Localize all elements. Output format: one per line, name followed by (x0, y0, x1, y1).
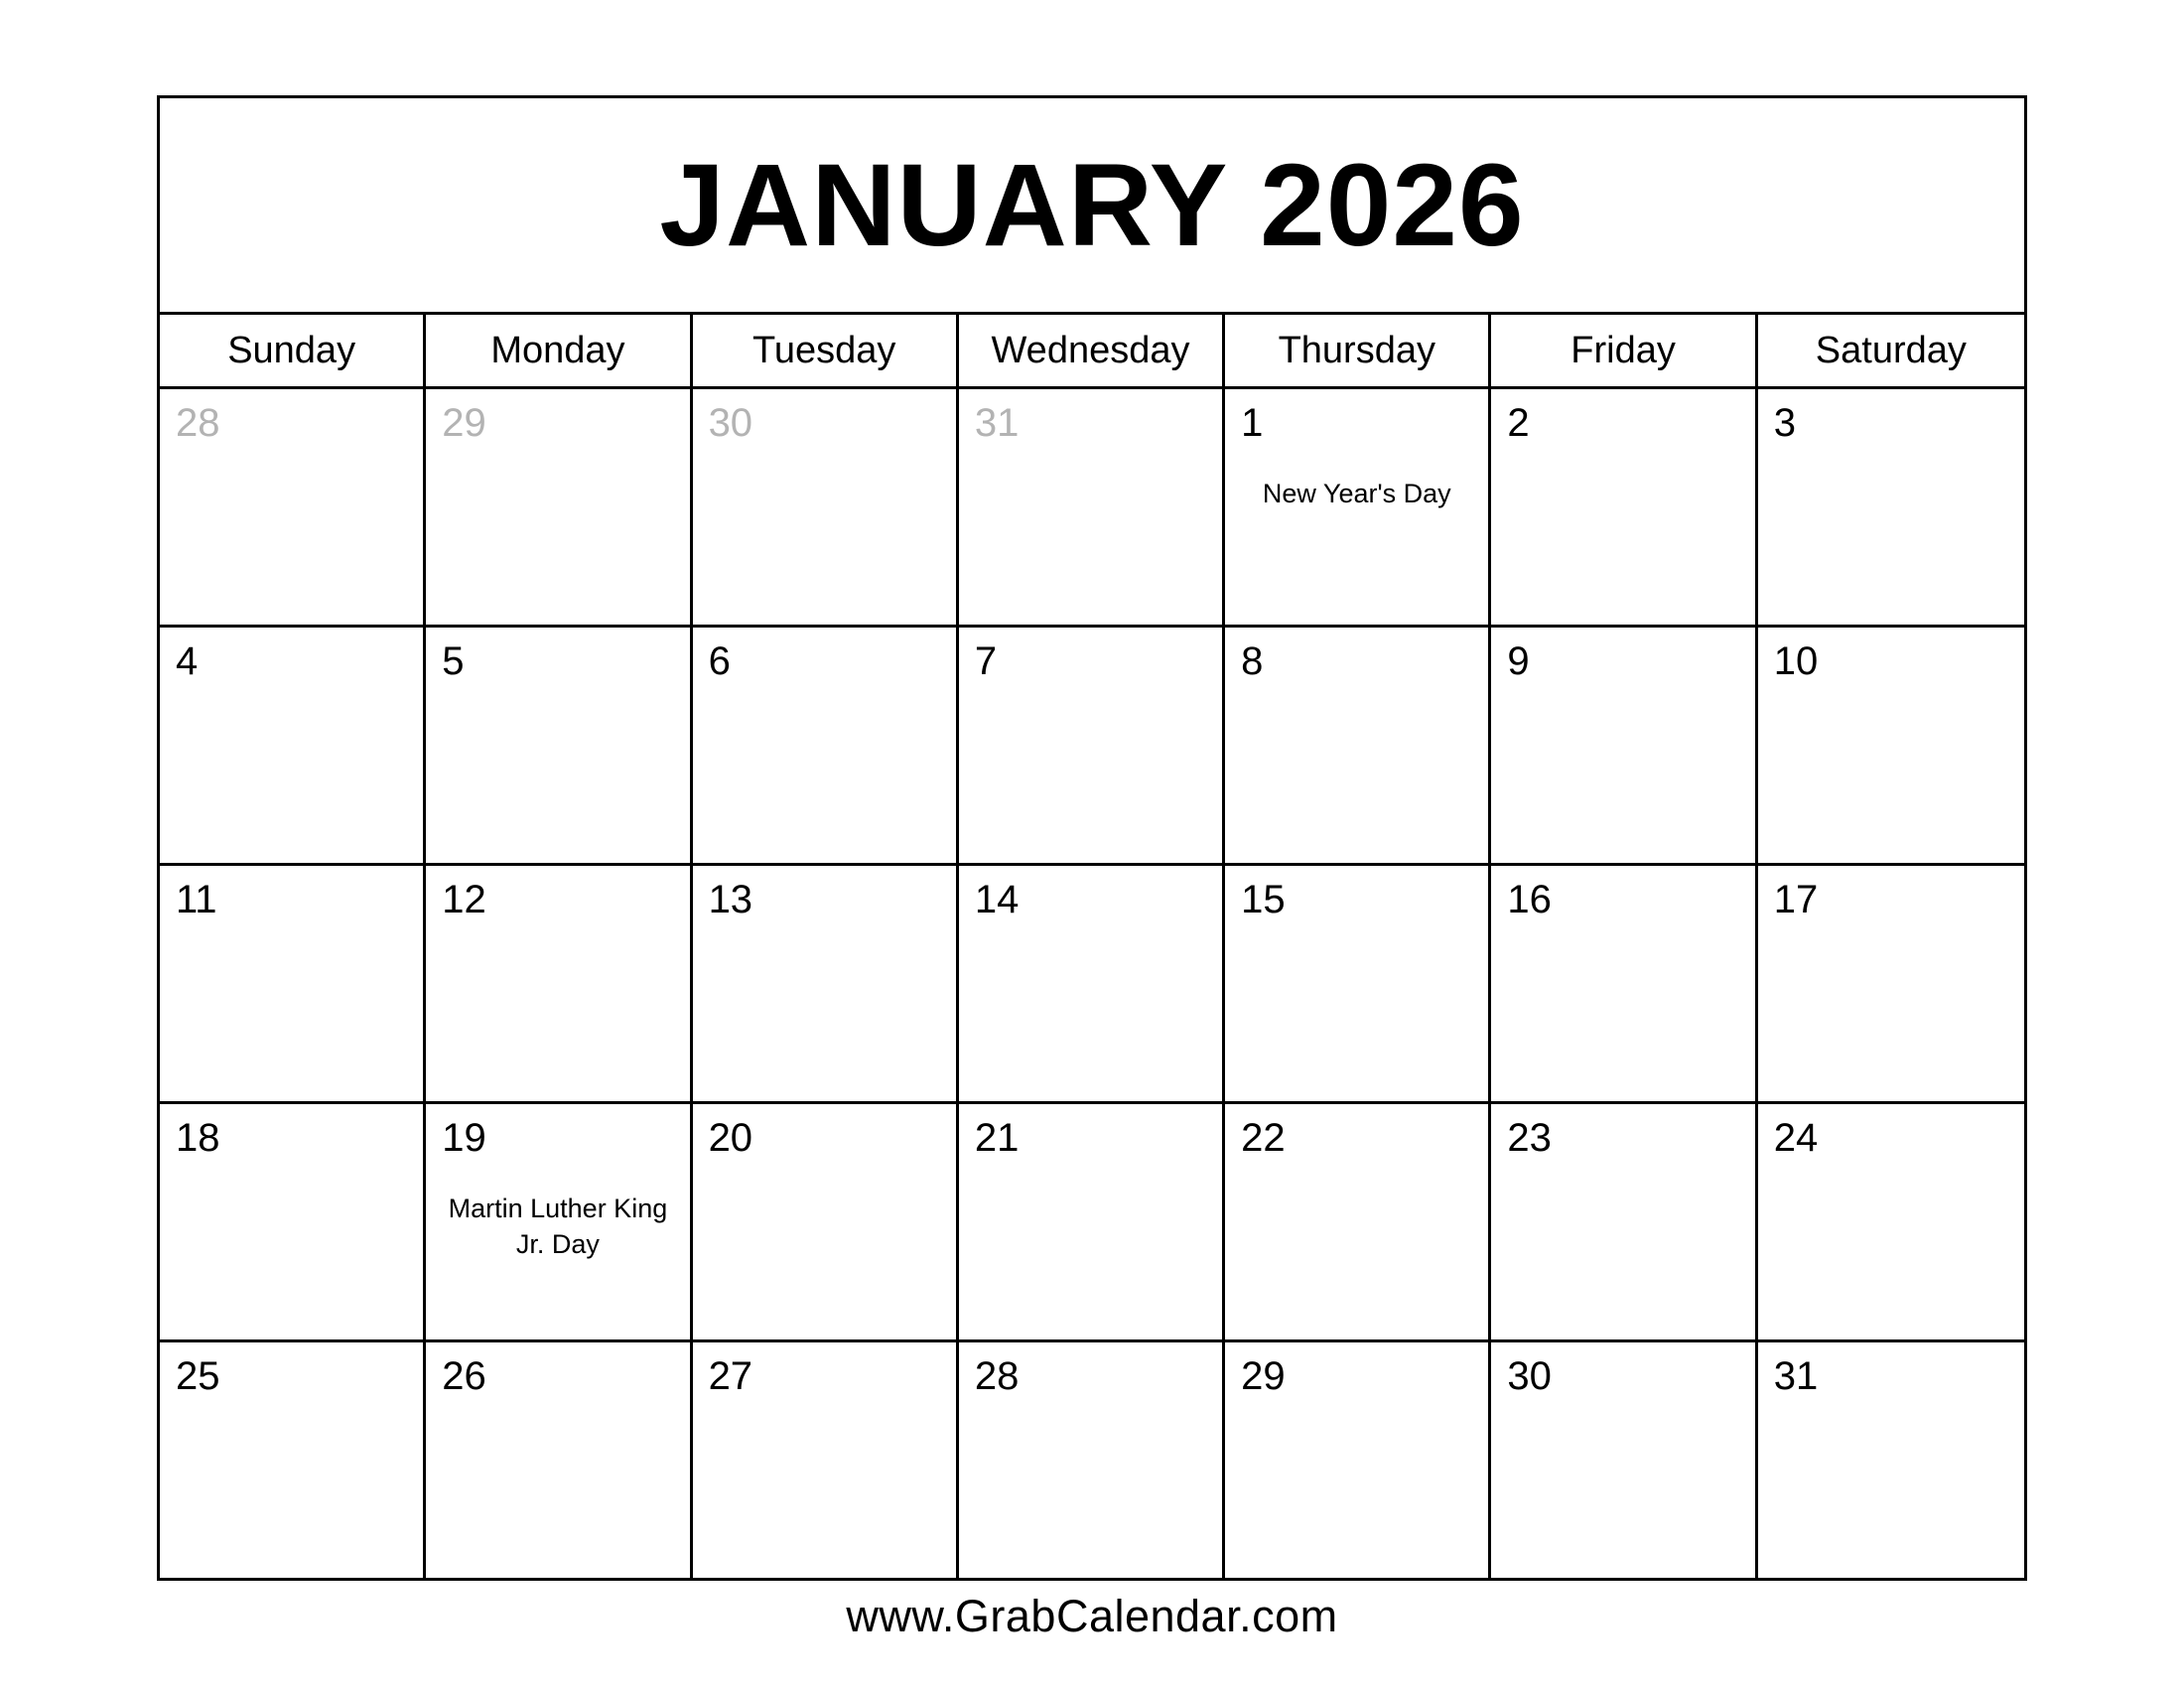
monthly-calendar (157, 95, 2027, 1581)
day-cell[interactable] (426, 866, 692, 1101)
day-number: 9 (1507, 639, 1530, 683)
weekday-header-monday (426, 315, 692, 386)
day-cell[interactable] (693, 389, 959, 625)
day-cell[interactable] (1491, 389, 1757, 625)
weekday-label: Wednesday (991, 329, 1190, 371)
weekday-label: Monday (490, 329, 625, 371)
day-cell[interactable] (426, 1342, 692, 1578)
day-number: 29 (1241, 1354, 1286, 1398)
day-cell[interactable] (426, 1104, 692, 1339)
day-number: 12 (442, 878, 486, 921)
day-cell[interactable] (959, 1104, 1225, 1339)
day-cell[interactable] (1758, 1342, 2024, 1578)
calendar-day-grid (160, 389, 2024, 1578)
day-cell[interactable] (1225, 1104, 1491, 1339)
day-number: 3 (1773, 401, 1796, 445)
day-number: 18 (176, 1116, 220, 1160)
day-number: 4 (176, 639, 199, 683)
day-cell[interactable] (1491, 1342, 1757, 1578)
calendar-week-row (160, 866, 2024, 1104)
calendar-week-row (160, 389, 2024, 628)
day-number: 31 (974, 401, 1020, 445)
day-cell[interactable] (1758, 1104, 2024, 1339)
day-cell[interactable] (693, 866, 959, 1101)
calendar-week-row (160, 1342, 2024, 1578)
day-number: 16 (1507, 878, 1552, 921)
day-number: 7 (974, 639, 998, 683)
weekday-header-thursday (1225, 315, 1491, 386)
weekday-label: Sunday (227, 329, 356, 371)
day-number: 10 (1773, 639, 1819, 683)
day-cell[interactable] (1225, 1342, 1491, 1578)
day-cell[interactable] (160, 628, 426, 863)
day-number: 19 (442, 1116, 486, 1160)
weekday-header-tuesday (693, 315, 959, 386)
day-number: 27 (708, 1354, 753, 1398)
day-cell[interactable] (160, 1342, 426, 1578)
day-cell[interactable] (1491, 1104, 1757, 1339)
day-cell[interactable] (1225, 389, 1491, 625)
day-event-label: Martin Luther King Jr. Day (448, 1194, 668, 1259)
weekday-header-wednesday (959, 315, 1225, 386)
day-number: 30 (708, 401, 753, 445)
weekday-label: Friday (1570, 329, 1676, 371)
day-number: 22 (1241, 1116, 1286, 1160)
website-credit: www.GrabCalendar.com (846, 1591, 1338, 1641)
day-number: 15 (1241, 878, 1286, 921)
day-cell[interactable] (1758, 628, 2024, 863)
day-cell[interactable] (160, 866, 426, 1101)
day-cell[interactable] (1225, 866, 1491, 1101)
weekday-header-saturday (1758, 315, 2024, 386)
day-number: 17 (1773, 878, 1819, 921)
day-cell[interactable] (693, 1104, 959, 1339)
weekday-label: Saturday (1815, 329, 1967, 371)
day-cell[interactable] (160, 1104, 426, 1339)
day-number: 13 (708, 878, 753, 921)
page-title: JANUARY 2026 (659, 139, 1525, 271)
day-number: 26 (442, 1354, 486, 1398)
day-cell[interactable] (1491, 866, 1757, 1101)
day-cell[interactable] (959, 1342, 1225, 1578)
day-cell[interactable] (959, 866, 1225, 1101)
weekday-header-friday (1491, 315, 1757, 386)
calendar-week-row (160, 628, 2024, 866)
day-number: 31 (1773, 1354, 1819, 1398)
day-cell[interactable] (1758, 866, 2024, 1101)
day-number: 30 (1507, 1354, 1552, 1398)
day-cell[interactable] (426, 389, 692, 625)
day-cell[interactable] (160, 389, 426, 625)
day-number: 1 (1241, 401, 1264, 445)
day-number: 8 (1241, 639, 1264, 683)
weekday-label: Tuesday (752, 329, 896, 371)
weekday-header-sunday (160, 315, 426, 386)
day-event-label: New Year's Day (1262, 479, 1451, 508)
day-number: 25 (176, 1354, 220, 1398)
day-number: 5 (442, 639, 465, 683)
day-number: 24 (1773, 1116, 1819, 1160)
day-cell[interactable] (959, 389, 1225, 625)
calendar-week-row (160, 1104, 2024, 1342)
weekday-label: Thursday (1278, 329, 1435, 371)
day-cell[interactable] (1225, 628, 1491, 863)
day-cell[interactable] (426, 628, 692, 863)
day-number: 14 (974, 878, 1020, 921)
day-cell[interactable] (693, 1342, 959, 1578)
day-number: 23 (1507, 1116, 1552, 1160)
day-number: 29 (442, 401, 486, 445)
day-number: 6 (708, 639, 731, 683)
day-cell[interactable] (1491, 628, 1757, 863)
day-number: 28 (176, 401, 220, 445)
weekday-header-row (160, 315, 2024, 389)
day-cell[interactable] (959, 628, 1225, 863)
day-number: 28 (974, 1354, 1020, 1398)
day-number: 20 (708, 1116, 753, 1160)
day-number: 11 (176, 878, 217, 921)
day-number: 21 (974, 1116, 1020, 1160)
day-number: 2 (1507, 401, 1530, 445)
day-cell[interactable] (693, 628, 959, 863)
day-cell[interactable] (1758, 389, 2024, 625)
calendar-title-row (160, 98, 2024, 315)
